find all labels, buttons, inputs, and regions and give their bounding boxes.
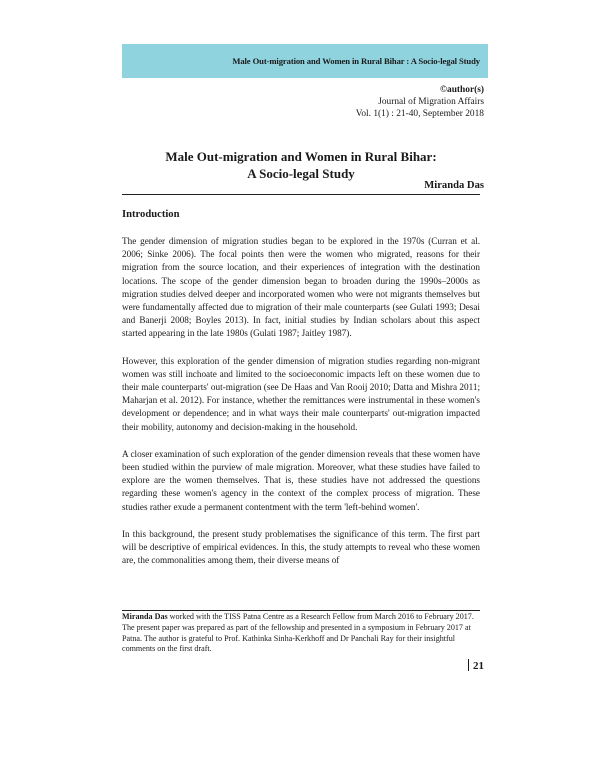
body-text bbox=[122, 235, 480, 581]
volume-info: Vol. 1(1) : 21-40, September 2018 bbox=[355, 109, 484, 119]
footnote bbox=[122, 612, 480, 655]
footnote-divider bbox=[122, 610, 480, 611]
publication-meta bbox=[356, 84, 484, 120]
paper-title bbox=[122, 148, 480, 182]
title-line-1: Male Out-migration and Women in Rural Bihar: bbox=[165, 149, 437, 164]
page-number-value: 21 bbox=[473, 660, 484, 672]
paragraph: However, this exploration of the gender dimension of migration studies regarding non-migrant women was still inchoate and limited to the socioeconomic impacts left on these women due to their male counterparts' out-migration (see De Haas and Van Rooij 2010; Datta and Mishra 2011; Maharjan et al. 2012). For instance, whether the remittances were instrumental in these women's development or dependence; and in what ways their male counterparts' out-migration impacted their mobility, autonomy and decision-making in the household. bbox=[122, 355, 480, 432]
paragraph: The gender dimension of migration studies began to be explored in the 1970s (Curran et al. 2006; Sinke 2006). The focal points then were the women who migrated, reasons for their migration from the source location, and their experiences of integration with the destination locations. The scope of the gender dimension began to broaden during the 1990s–2000s as migration studies delved deeper and incorporated women who were not migrants themselves but were fundamentally affected due to migration of their male counterparts (see Gulati 1993; Desai and Banerji 2008; Boyles 2013). In fact, initial studies by Indian scholars about this aspect started appearing in the late 1980s (Gulati 1987; Jaitley 1987). bbox=[122, 236, 480, 339]
author-name: Miranda Das bbox=[424, 180, 484, 191]
title-divider bbox=[122, 194, 480, 195]
running-title: Male Out-migration and Women in Rural Bihar : A Socio-legal Study bbox=[232, 56, 480, 66]
paragraph: A closer examination of such exploration of the gender dimension reveals that these women have been studied within the purview of male migration. Moreover, what these studies have failed to explore are the women themselves. That is, these studies have not addressed the questions regarding these women's agency in the context of the complex process of migration. These studies rather exude a permanent contentment with the term 'left-behind women'. bbox=[122, 448, 480, 512]
footnote-text: worked with the TISS Patna Centre as a Research Fellow from March 2016 to February 2017. The present paper was prepared as part of the fellowship and presented in a symposium in February 2017 at Patna. The author is grateful to Prof. Kathinka Sinha-Kerkhoff and Dr Panchali Ray for their insightful comments on the first draft. bbox=[122, 612, 474, 654]
page-number bbox=[468, 659, 484, 672]
section-heading: Introduction bbox=[122, 209, 180, 220]
page-number-bar bbox=[468, 659, 469, 671]
journal-name: Journal of Migration Affairs bbox=[378, 97, 484, 107]
running-header bbox=[122, 44, 488, 78]
title-line-2: A Socio-legal Study bbox=[247, 166, 355, 181]
copyright-author: ©author(s) bbox=[440, 85, 484, 95]
footnote-author: Miranda Das bbox=[122, 612, 168, 621]
paragraph: In this background, the present study problematises the significance of this term. The first part will be descriptive of empirical evidences. In this, the study attempts to reveal who these women are, the commonalities among them, their diverse means of bbox=[122, 528, 480, 566]
